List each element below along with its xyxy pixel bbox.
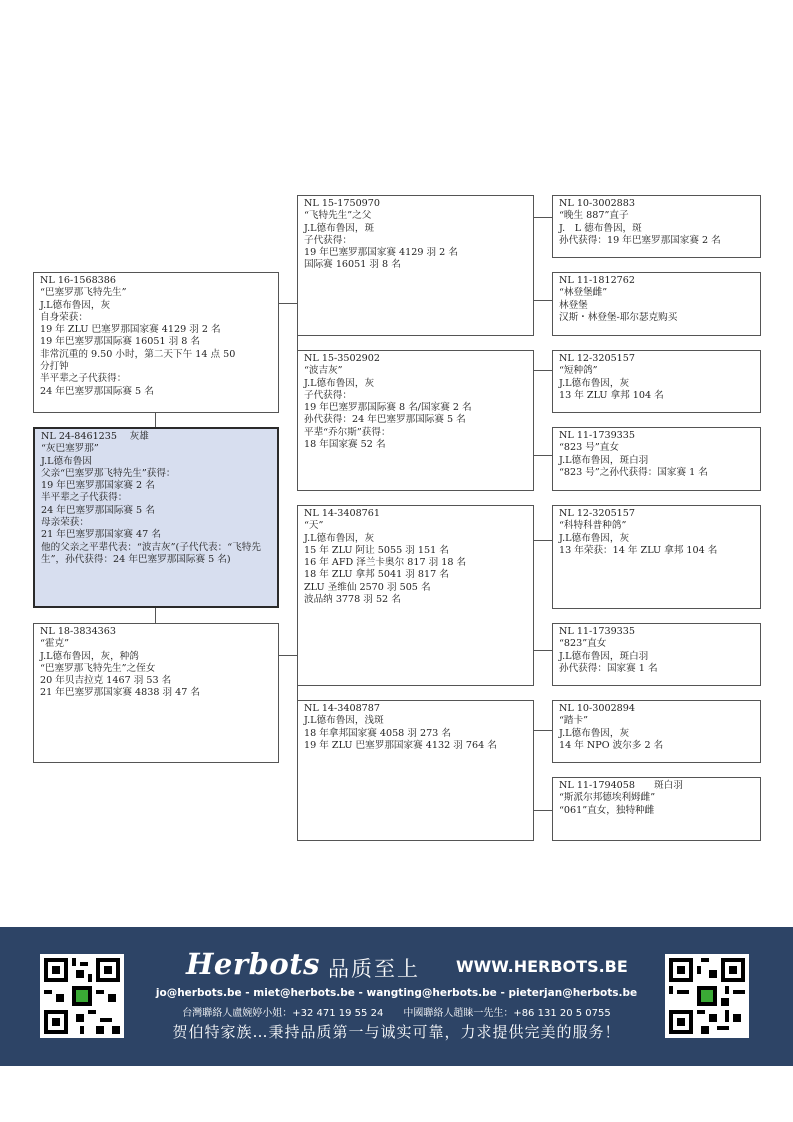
pedigree-line: 20 年贝吉拉克 1467 羽 53 名 — [40, 675, 172, 687]
pedigree-line: 14 年 NPO 波尔多 2 名 — [559, 739, 664, 751]
pedigree-line: 19 年巴塞罗那国家赛 4129 羽 2 名 — [304, 247, 458, 259]
pedigree-line: 18 年拿邦国家赛 4058 羽 273 名 — [304, 727, 451, 739]
pedigree-line: “短种鸽” — [559, 365, 598, 377]
pedigree-line: 国际赛 16051 羽 8 名 — [304, 259, 401, 271]
pedigree-line: 分打钟 — [40, 361, 69, 373]
pedigree-line: 24 年巴塞罗那国际赛 5 名 — [40, 385, 154, 397]
pedigree-line: J. L 德布鲁因，斑 — [559, 222, 642, 234]
pedigree-line: 21 年巴塞罗那国家赛 47 名 — [41, 529, 161, 541]
pedigree-line: 他的父亲之平辈代表：“波吉灰”(子代代表：“飞特先生”，孙代获得：24 年巴塞罗那国际赛 5 名) — [41, 541, 261, 565]
ring-number: NL 11-1739335 — [559, 430, 635, 441]
ring-number: NL 14-3408761 — [304, 508, 380, 519]
ring-number: NL 18-3834363 — [40, 626, 116, 637]
pedigree-line: J.L德布鲁因，灰 — [304, 532, 375, 544]
pedigree-line: “823 号”之孙代获得：国家赛 1 名 — [559, 466, 708, 478]
pedigree-line: “飞特先生”之父 — [304, 210, 372, 222]
great-grandparent-card — [552, 777, 761, 841]
pedigree-line: 18 年国家赛 52 名 — [304, 439, 386, 451]
connector — [278, 303, 297, 304]
connector — [278, 655, 297, 656]
pedigree-line: 13 年 ZLU 拿邦 104 名 — [559, 389, 664, 401]
sire-card — [33, 272, 279, 413]
connector — [533, 540, 552, 541]
pedigree-line: 19 年巴塞罗那国家赛 2 名 — [41, 480, 155, 492]
ring-number: NL 15-1750970 — [304, 198, 380, 209]
pedigree-line: 半平辈之子代获得： — [40, 373, 127, 385]
dam-sire-card — [297, 505, 534, 686]
ring-number: NL 11-1739335 — [559, 626, 635, 637]
great-grandparent-card — [552, 272, 761, 336]
great-grandparent-card — [552, 505, 761, 609]
pedigree-line: J.L德布鲁因，斑白羽 — [559, 650, 649, 662]
pedigree-line: 平辈“乔尔斯”获得： — [304, 426, 391, 438]
pedigree-line: “晚生 887”直子 — [559, 210, 629, 222]
pedigree-line: J.L德布鲁因，灰，种鸽 — [40, 650, 139, 662]
sire-sire-card — [297, 195, 534, 336]
ring-number: NL 24-8461235 灰雄 — [41, 431, 149, 442]
pedigree-line: 子代获得： — [304, 234, 352, 246]
pedigree-line: 半平辈之子代获得： — [41, 492, 128, 504]
pedigree-line: “斯派尔邦德埃利姆雌” — [559, 792, 656, 804]
pedigree-line: J.L德布鲁因，斑 — [304, 222, 375, 234]
pedigree-line: 母亲荣获： — [41, 517, 89, 529]
connector — [533, 650, 552, 651]
slogan: 品质至上 — [328, 957, 420, 981]
pedigree-line: 自身荣获： — [40, 311, 88, 323]
pedigree-line: “061”直女，独特种雌 — [559, 804, 655, 816]
pedigree-line: 24 年巴塞罗那国际赛 5 名 — [41, 504, 155, 516]
pedigree-line: “巴塞罗那飞特先生” — [40, 287, 127, 299]
connector — [155, 608, 156, 623]
subject-card — [33, 427, 279, 608]
pedigree-line: J.L德布鲁因，浅斑 — [304, 715, 384, 727]
pedigree-line: 13 年荣获：14 年 ZLU 拿邦 104 名 — [559, 544, 718, 556]
pedigree-line: “踏卡” — [559, 715, 588, 727]
great-grandparent-card — [552, 350, 761, 413]
pedigree-line: 19 年 ZLU 巴塞罗那国家赛 4132 羽 764 名 — [304, 739, 497, 751]
ring-number: NL 12-3205157 — [559, 353, 635, 364]
ring-number: NL 10-3002883 — [559, 198, 635, 209]
pedigree-line: 父亲“巴塞罗那飞特先生”获得： — [41, 467, 176, 479]
pedigree-line: 21 年巴塞罗那国家赛 4838 羽 47 名 — [40, 687, 201, 699]
pedigree-line: ZLU 圣维仙 2570 羽 505 名 — [304, 581, 431, 593]
pedigree-line: 孙代获得：国家赛 1 名 — [559, 662, 658, 674]
connector — [533, 370, 552, 371]
pedigree-line: “823 号”直女 — [559, 442, 619, 454]
ring-number: NL 11-1812762 — [559, 275, 635, 286]
pedigree-line: J.L德布鲁因，斑白羽 — [559, 454, 649, 466]
pedigree-line: “灰巴塞罗那” — [41, 443, 99, 455]
pedigree-line: J.L德布鲁因，灰 — [559, 727, 630, 739]
brand-header — [186, 947, 626, 981]
connector — [533, 217, 552, 218]
footer-banner — [0, 927, 793, 1066]
pedigree-line: 18 年 ZLU 拿邦 5041 羽 817 名 — [304, 569, 449, 581]
pedigree-line: J.L德布鲁因，灰 — [40, 299, 111, 311]
pedigree-line: 孙代获得：19 年巴塞罗那国家赛 2 名 — [559, 234, 721, 246]
pedigree-line: “科特科普种鸽” — [559, 520, 627, 532]
pedigree-line: 19 年巴塞罗那国际赛 8 名/国家赛 2 名 — [304, 402, 472, 414]
pedigree-line: 16 年 AFD 泽兰卡奥尔 817 羽 18 名 — [304, 557, 467, 569]
pedigree-line: “天” — [304, 520, 324, 532]
tagline: 贺伯特家族…秉持品质第一与诚实可靠，力求提供完美的服务！ — [172, 1023, 621, 1041]
pedigree-line: “霍克” — [40, 638, 69, 650]
connector — [533, 810, 552, 811]
connector — [155, 413, 156, 427]
email-list[interactable]: jo@herbots.be - miet@herbots.be - wangting@herbots.be - pieterjan@herbots.be — [155, 987, 638, 999]
pedigree-line: 19 年巴塞罗那国际赛 16051 羽 8 名 — [40, 336, 201, 348]
pedigree-line: “波吉灰” — [304, 365, 343, 377]
ring-number: NL 11-1794058 斑白羽 — [559, 780, 683, 791]
ring-number: NL 10-3002894 — [559, 703, 635, 714]
great-grandparent-card — [552, 427, 761, 491]
dam-card — [33, 623, 279, 763]
ring-number: NL 16-1568386 — [40, 275, 116, 286]
pedigree-line: J.L德布鲁因，灰 — [559, 377, 630, 389]
great-grandparent-card — [552, 700, 761, 763]
connector — [533, 455, 552, 456]
qr-code-right[interactable] — [665, 954, 749, 1038]
connector — [533, 730, 552, 731]
pedigree-line: 15 年 ZLU 阿让 5055 羽 151 名 — [304, 544, 449, 556]
pedigree-line: 非常沉重的 9.50 小时，第二天下午 14 点 50 — [40, 348, 236, 360]
great-grandparent-card — [552, 195, 761, 258]
ring-number: NL 15-3502902 — [304, 353, 380, 364]
ring-number: NL 14-3408787 — [304, 703, 380, 714]
herbots-logo: Herbots — [186, 947, 320, 981]
pedigree-line: J.L德布鲁因，灰 — [559, 532, 630, 544]
pedigree-line: “823”直女 — [559, 638, 607, 650]
connector — [533, 300, 552, 301]
pedigree-line: “林登堡雌” — [559, 287, 608, 299]
sire-dam-card — [297, 350, 534, 491]
pedigree-line: “巴塞罗那飞特先生”之侄女 — [40, 662, 156, 674]
pedigree-line: 林登堡 — [559, 299, 588, 311]
pedigree-line: 波品纳 3778 羽 52 名 — [304, 594, 401, 606]
pedigree-line: 汉斯・林登堡-耶尔瑟克购买 — [559, 311, 678, 323]
ring-number: NL 12-3205157 — [559, 508, 635, 519]
dam-dam-card — [297, 700, 534, 841]
pedigree-line: 19 年 ZLU 巴塞罗那国家赛 4129 羽 2 名 — [40, 324, 221, 336]
pedigree-line: J.L德布鲁因 — [41, 455, 92, 467]
pedigree-line: 孙代获得：24 年巴塞罗那国际赛 5 名 — [304, 414, 466, 426]
pedigree-line: J.L德布鲁因，灰 — [304, 377, 375, 389]
great-grandparent-card — [552, 623, 761, 686]
website-link[interactable]: WWW.HERBOTS.BE — [456, 957, 628, 976]
contact-line: 台灣聯絡人盧婉婷小姐：+32 471 19 55 24 中國聯絡人趙睐一先生：+86 131 20 5 0755 — [182, 1008, 611, 1019]
pedigree-line: 子代获得： — [304, 389, 352, 401]
